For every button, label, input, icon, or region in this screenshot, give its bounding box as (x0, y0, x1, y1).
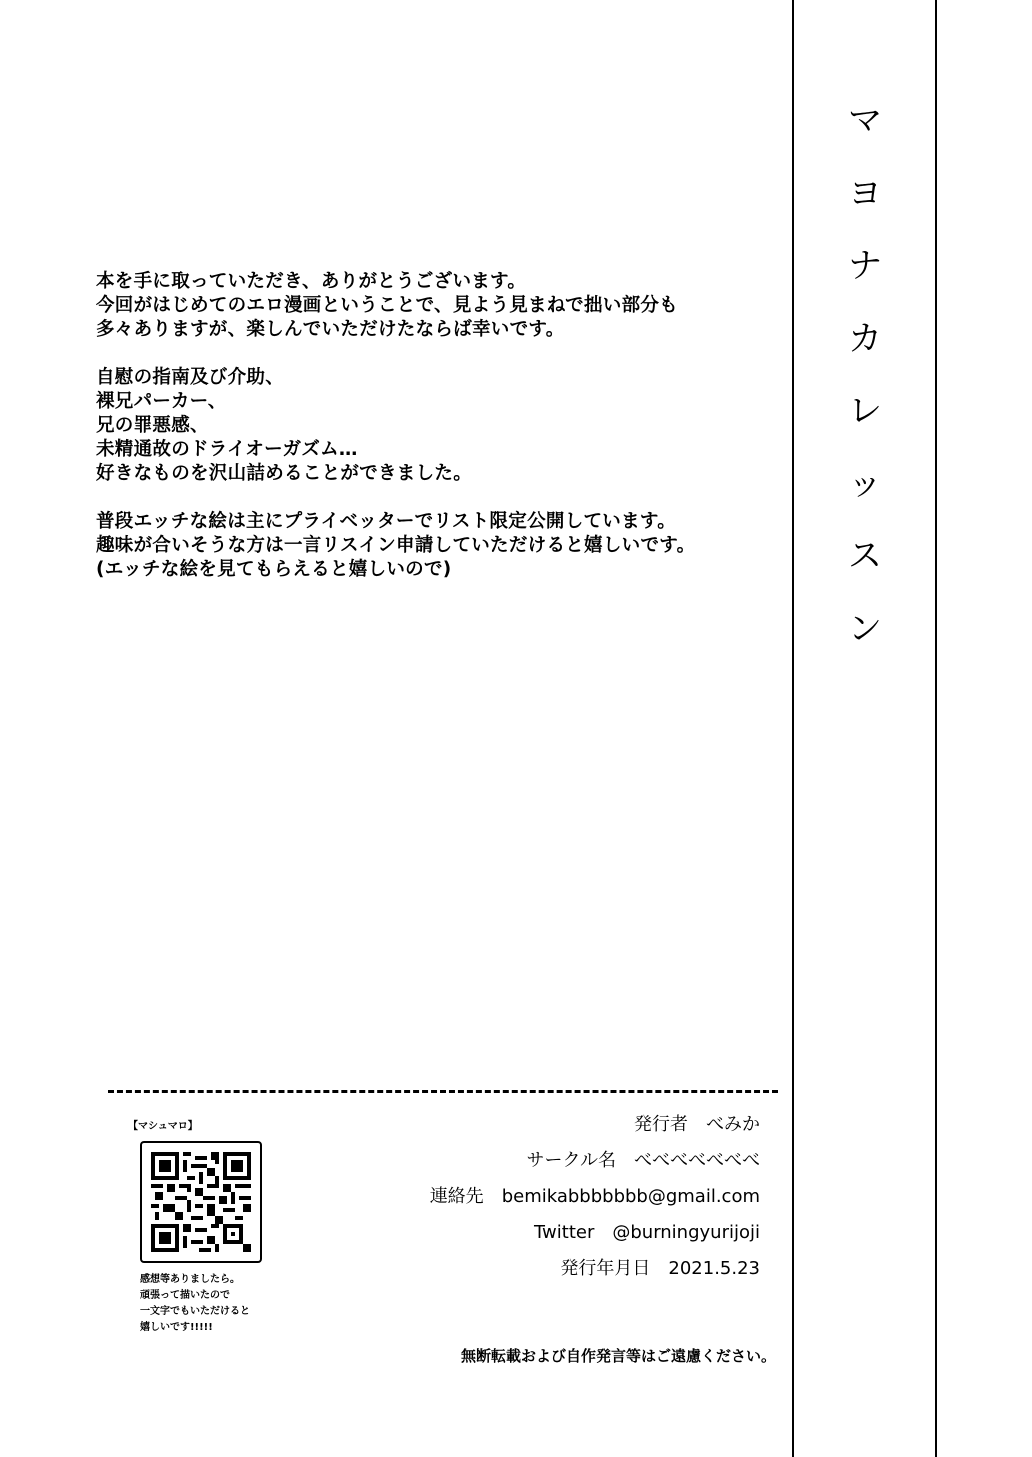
qr-code-icon (151, 1152, 251, 1252)
afterword-paragraph (96, 510, 786, 582)
contact-email[interactable]: bemikabbbbbbb@gmail.com (501, 1186, 760, 1207)
colophon-contact (430, 1179, 760, 1215)
afterword-line: 未精通故のドライオーガズム… (96, 439, 358, 460)
reprint-notice: 無断転載および自作発言等はご遠慮ください。 (460, 1347, 776, 1365)
afterword-line: 趣味が合いそうな方は一言リスイン申請していただけると嬉しいです。 (96, 535, 696, 556)
colophon-date (430, 1251, 760, 1287)
marshmallow-label: 【マシュマロ】 (128, 1121, 198, 1132)
spine-title-char: ッ (848, 463, 882, 504)
colophon (430, 1107, 760, 1287)
marshmallow-note-line: 嬉しいです!!!!! (140, 1322, 213, 1333)
marshmallow-note-line: 感想等ありましたら。 (140, 1274, 240, 1285)
spine-title-char: ン (848, 608, 882, 649)
twitter-handle[interactable]: @burningyurijoji (612, 1222, 760, 1243)
spine-title (830, 85, 900, 665)
circle-value: べべべべべべべ (634, 1150, 760, 1171)
afterword-paragraph (96, 366, 786, 486)
dashed-divider (108, 1090, 778, 1093)
spine-title-char: ナ (848, 246, 882, 286)
spine-title-char: レ (848, 391, 882, 431)
afterword-line: 普段エッチな絵は主にプライベッターでリスト限定公開しています。 (96, 511, 677, 532)
afterword-paragraph (96, 270, 786, 342)
afterword-line: 今回がはじめてのエロ漫画ということで、見よう見まねで拙い部分も (96, 295, 678, 316)
marshmallow-note (140, 1272, 250, 1336)
circle-label: サークル名 (526, 1150, 616, 1171)
afterword-line: 好きなものを沢山詰めることができました。 (96, 463, 473, 484)
date-label: 発行年月日 (560, 1258, 651, 1279)
date-value: 2021.5.23 (668, 1258, 760, 1279)
marshmallow-note-line: 一文字でもいただけると (140, 1306, 250, 1317)
spine-border-right (935, 0, 937, 1457)
spine-title-char: マ (848, 101, 882, 141)
colophon-twitter (430, 1215, 760, 1251)
publisher-label: 発行者 (634, 1114, 688, 1135)
marshmallow-note-line: 頑張って描いたので (140, 1290, 230, 1301)
afterword-line: 自慰の指南及び介助、 (96, 367, 285, 388)
contact-label: 連絡先 (429, 1186, 484, 1207)
spine-title-char: ヨ (848, 173, 882, 214)
spine-title-char: カ (848, 318, 882, 359)
afterword-text (96, 270, 786, 606)
afterword-line: 多々ありますが、楽しんでいただけたならば幸いです。 (96, 319, 565, 340)
afterword-line: 兄の罪悪感、 (96, 415, 209, 436)
publisher-value: べみか (706, 1114, 760, 1135)
twitter-label: Twitter (534, 1222, 595, 1243)
qr-code-frame[interactable] (140, 1141, 262, 1263)
colophon-circle (430, 1143, 760, 1179)
colophon-publisher (430, 1107, 760, 1143)
spine-title-char: ス (848, 536, 882, 576)
spine-border-left (792, 0, 794, 1457)
afterword-line: 本を手に取っていただき、ありがとうございます。 (96, 271, 527, 292)
afterword-line: 裸兄パーカー、 (96, 391, 227, 412)
afterword-line: (エッチな絵を見てもらえると嬉しいので) (96, 559, 452, 580)
